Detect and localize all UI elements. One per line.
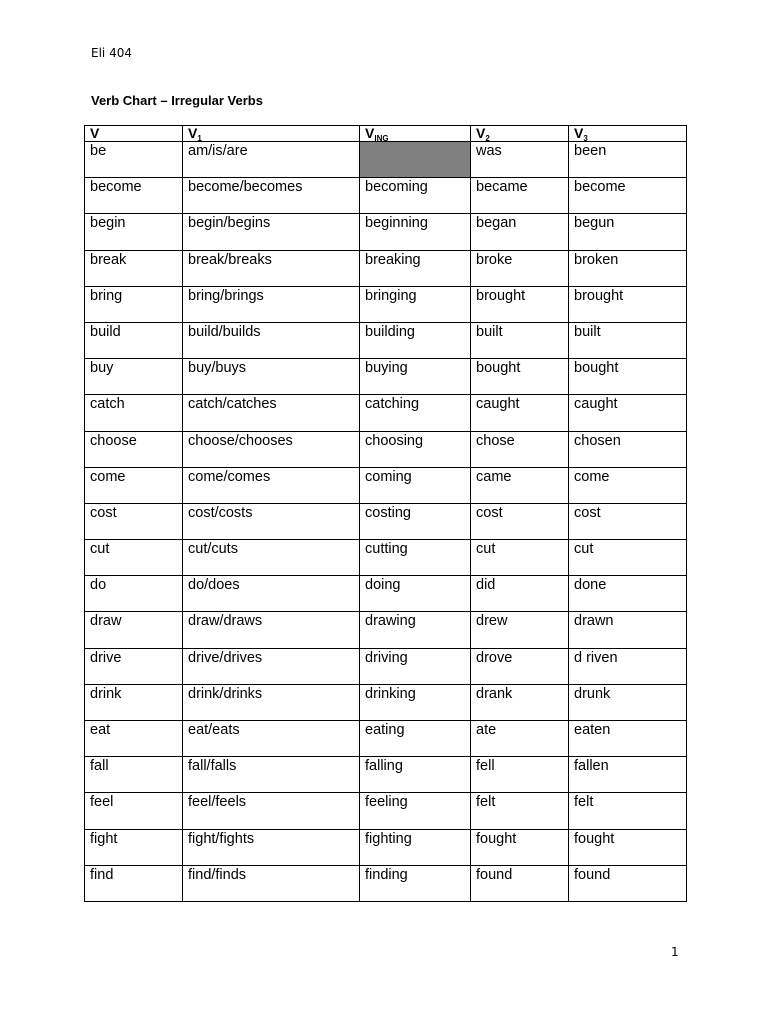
table-row	[85, 829, 687, 865]
cell-past-participle: eaten	[569, 721, 687, 757]
cell-past: chose	[471, 431, 569, 467]
table-row	[85, 142, 687, 178]
cell-ing: feeling	[360, 793, 471, 829]
cell-past-participle: been	[569, 142, 687, 178]
table-row	[85, 612, 687, 648]
cell-past-participle: built	[569, 322, 687, 358]
cell-past-participle: bought	[569, 359, 687, 395]
cell-past-participle: done	[569, 576, 687, 612]
table-row	[85, 684, 687, 720]
cell-ing: coming	[360, 467, 471, 503]
cell-base: cost	[85, 503, 183, 539]
cell-past: fought	[471, 829, 569, 865]
table-row	[85, 395, 687, 431]
cell-base: draw	[85, 612, 183, 648]
cell-ing: bringing	[360, 286, 471, 322]
cell-ing: costing	[360, 503, 471, 539]
cell-past: became	[471, 178, 569, 214]
cell-present: drive/drives	[183, 648, 360, 684]
table-row	[85, 431, 687, 467]
cell-present: fight/fights	[183, 829, 360, 865]
column-header-v2: $V_2$	[471, 126, 569, 142]
cell-present: feel/feels	[183, 793, 360, 829]
cell-present: come/comes	[183, 467, 360, 503]
cell-past-participle: drawn	[569, 612, 687, 648]
cell-base: choose	[85, 431, 183, 467]
cell-past: felt	[471, 793, 569, 829]
cell-present: become/becomes	[183, 178, 360, 214]
column-header-ving: $V_{ING}$	[360, 126, 471, 142]
cell-base: do	[85, 576, 183, 612]
page-number: 1	[671, 945, 679, 959]
document-header-reference: Eli 404	[91, 46, 132, 60]
cell-present: cost/costs	[183, 503, 360, 539]
cell-base: cut	[85, 540, 183, 576]
cell-past-participle: felt	[569, 793, 687, 829]
table-row	[85, 467, 687, 503]
cell-ing: cutting	[360, 540, 471, 576]
cell-past-participle: drunk	[569, 684, 687, 720]
cell-present: buy/buys	[183, 359, 360, 395]
cell-past: did	[471, 576, 569, 612]
table-row	[85, 793, 687, 829]
cell-present: am/is/are	[183, 142, 360, 178]
cell-past-participle: fought	[569, 829, 687, 865]
cell-base: become	[85, 178, 183, 214]
cell-past: ate	[471, 721, 569, 757]
cell-past: cost	[471, 503, 569, 539]
cell-past: caught	[471, 395, 569, 431]
cell-past: drew	[471, 612, 569, 648]
cell-ing: finding	[360, 865, 471, 901]
cell-base: bring	[85, 286, 183, 322]
cell-ing: building	[360, 322, 471, 358]
cell-present: cut/cuts	[183, 540, 360, 576]
table-row	[85, 503, 687, 539]
cell-past: bought	[471, 359, 569, 395]
cell-present: bring/brings	[183, 286, 360, 322]
cell-ing: doing	[360, 576, 471, 612]
cell-base: come	[85, 467, 183, 503]
table-header-row	[85, 126, 687, 142]
cell-past-participle: come	[569, 467, 687, 503]
cell-ing: catching	[360, 395, 471, 431]
cell-past-participle: brought	[569, 286, 687, 322]
cell-base: buy	[85, 359, 183, 395]
table-row	[85, 322, 687, 358]
cell-past: drank	[471, 684, 569, 720]
table-row	[85, 865, 687, 901]
cell-ing: beginning	[360, 214, 471, 250]
cell-past-participle: d riven	[569, 648, 687, 684]
table-row	[85, 359, 687, 395]
table-row	[85, 576, 687, 612]
document-title: Verb Chart – Irregular Verbs	[91, 93, 263, 108]
cell-past-participle: fallen	[569, 757, 687, 793]
cell-base: build	[85, 322, 183, 358]
table-row	[85, 286, 687, 322]
cell-past-participle: cut	[569, 540, 687, 576]
cell-base: fall	[85, 757, 183, 793]
cell-base: break	[85, 250, 183, 286]
cell-base: be	[85, 142, 183, 178]
cell-base: eat	[85, 721, 183, 757]
table-row	[85, 757, 687, 793]
column-header-v1: $V_1$	[183, 126, 360, 142]
cell-past: came	[471, 467, 569, 503]
table-row	[85, 540, 687, 576]
cell-past-participle: become	[569, 178, 687, 214]
cell-present: begin/begins	[183, 214, 360, 250]
cell-ing: drinking	[360, 684, 471, 720]
column-header-v3: $V_3$	[569, 126, 687, 142]
cell-past-participle: cost	[569, 503, 687, 539]
verb-rows	[85, 142, 687, 902]
cell-past: broke	[471, 250, 569, 286]
cell-past-participle: chosen	[569, 431, 687, 467]
cell-ing: driving	[360, 648, 471, 684]
cell-ing: breaking	[360, 250, 471, 286]
table-row	[85, 250, 687, 286]
cell-past: built	[471, 322, 569, 358]
cell-past-participle: broken	[569, 250, 687, 286]
cell-past: began	[471, 214, 569, 250]
cell-base: find	[85, 865, 183, 901]
cell-past-participle: caught	[569, 395, 687, 431]
cell-present: choose/chooses	[183, 431, 360, 467]
cell-ing: becoming	[360, 178, 471, 214]
cell-base: begin	[85, 214, 183, 250]
cell-past-participle: begun	[569, 214, 687, 250]
cell-ing: buying	[360, 359, 471, 395]
cell-base: drive	[85, 648, 183, 684]
cell-past-participle: found	[569, 865, 687, 901]
verb-chart-table	[84, 125, 687, 902]
cell-ing: drawing	[360, 612, 471, 648]
cell-present: build/builds	[183, 322, 360, 358]
cell-present: eat/eats	[183, 721, 360, 757]
cell-ing: falling	[360, 757, 471, 793]
cell-present: drink/drinks	[183, 684, 360, 720]
table-row	[85, 214, 687, 250]
cell-past: was	[471, 142, 569, 178]
column-header-v: V	[85, 126, 183, 142]
cell-present: find/finds	[183, 865, 360, 901]
cell-present: fall/falls	[183, 757, 360, 793]
cell-base: catch	[85, 395, 183, 431]
table-row	[85, 721, 687, 757]
cell-past: found	[471, 865, 569, 901]
cell-present: catch/catches	[183, 395, 360, 431]
cell-present: draw/draws	[183, 612, 360, 648]
cell-ing	[360, 142, 471, 178]
cell-present: do/does	[183, 576, 360, 612]
table-row	[85, 648, 687, 684]
cell-past: brought	[471, 286, 569, 322]
table-row	[85, 178, 687, 214]
cell-base: fight	[85, 829, 183, 865]
cell-base: feel	[85, 793, 183, 829]
cell-ing: choosing	[360, 431, 471, 467]
cell-ing: eating	[360, 721, 471, 757]
cell-present: break/breaks	[183, 250, 360, 286]
cell-base: drink	[85, 684, 183, 720]
cell-past: cut	[471, 540, 569, 576]
cell-ing: fighting	[360, 829, 471, 865]
cell-past: fell	[471, 757, 569, 793]
cell-past: drove	[471, 648, 569, 684]
